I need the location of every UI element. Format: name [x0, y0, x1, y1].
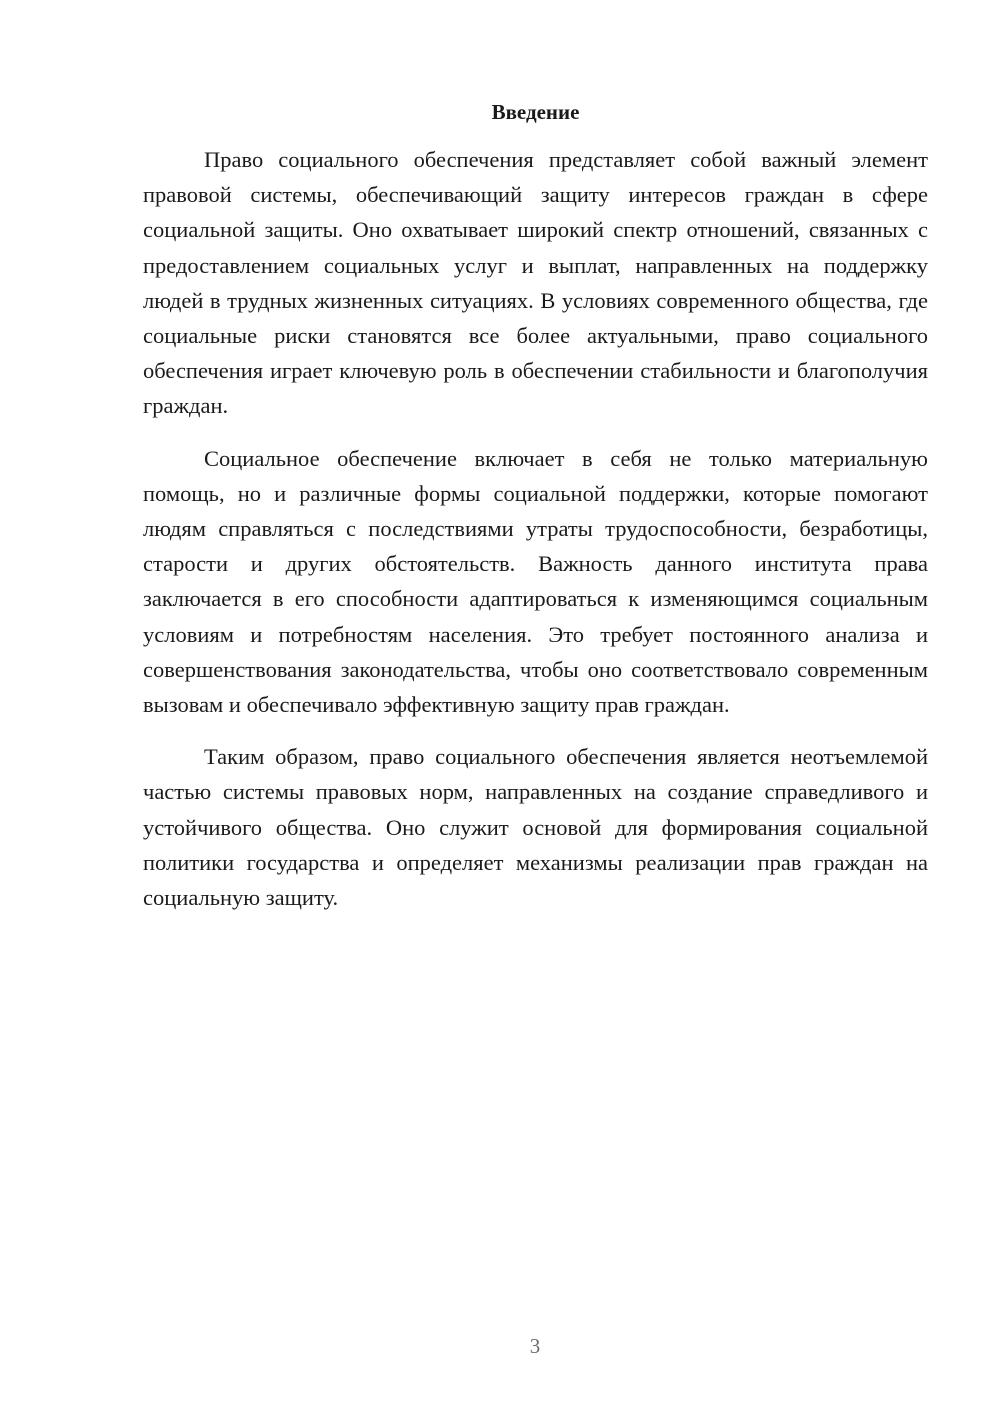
paragraph-3: Таким образом, право социального обеспечения является неотъемлемой частью системы правовых норм, направленных на создание справедливого и устойчивого общества. Оно служит основой для формирования социальной политики государства и определяет механизмы реализации прав граждан на социальную защиту. [143, 744, 928, 911]
section-heading: Введение [491, 100, 580, 124]
body-text [143, 142, 928, 932]
paragraph-2: Социальное обеспечение включает в себя не только материальную помощь, но и различные формы социальной поддержки, которые помогают людям справляться с последствиями утраты трудоспособности, безработицы, старости и других обстоятельств. Важность данного института права заключается в его способности адаптироваться к изменяющимся социальным условиям и потребностям населения. Это требует постоянного анализа и совершенствования законодательства, чтобы оно соответствовало современным вызовам и обеспечивало эффективную защиту прав граждан. [143, 445, 928, 718]
paragraph-1: Право социального обеспечения представляет собой важный элемент правовой системы, обеспечивающий защиту интересов граждан в сфере социальной защиты. Оно охватывает широкий спектр отношений, связанных с предоставлением социальных услуг и выплат, направленных на поддержку людей в трудных жизненных ситуациях. В условиях современного общества, где социальные риски становятся все более актуальными, право социального обеспечения играет ключевую роль в обеспечении стабильности и благополучия граждан. [143, 147, 928, 419]
page-number: 3 [529, 1334, 541, 1358]
